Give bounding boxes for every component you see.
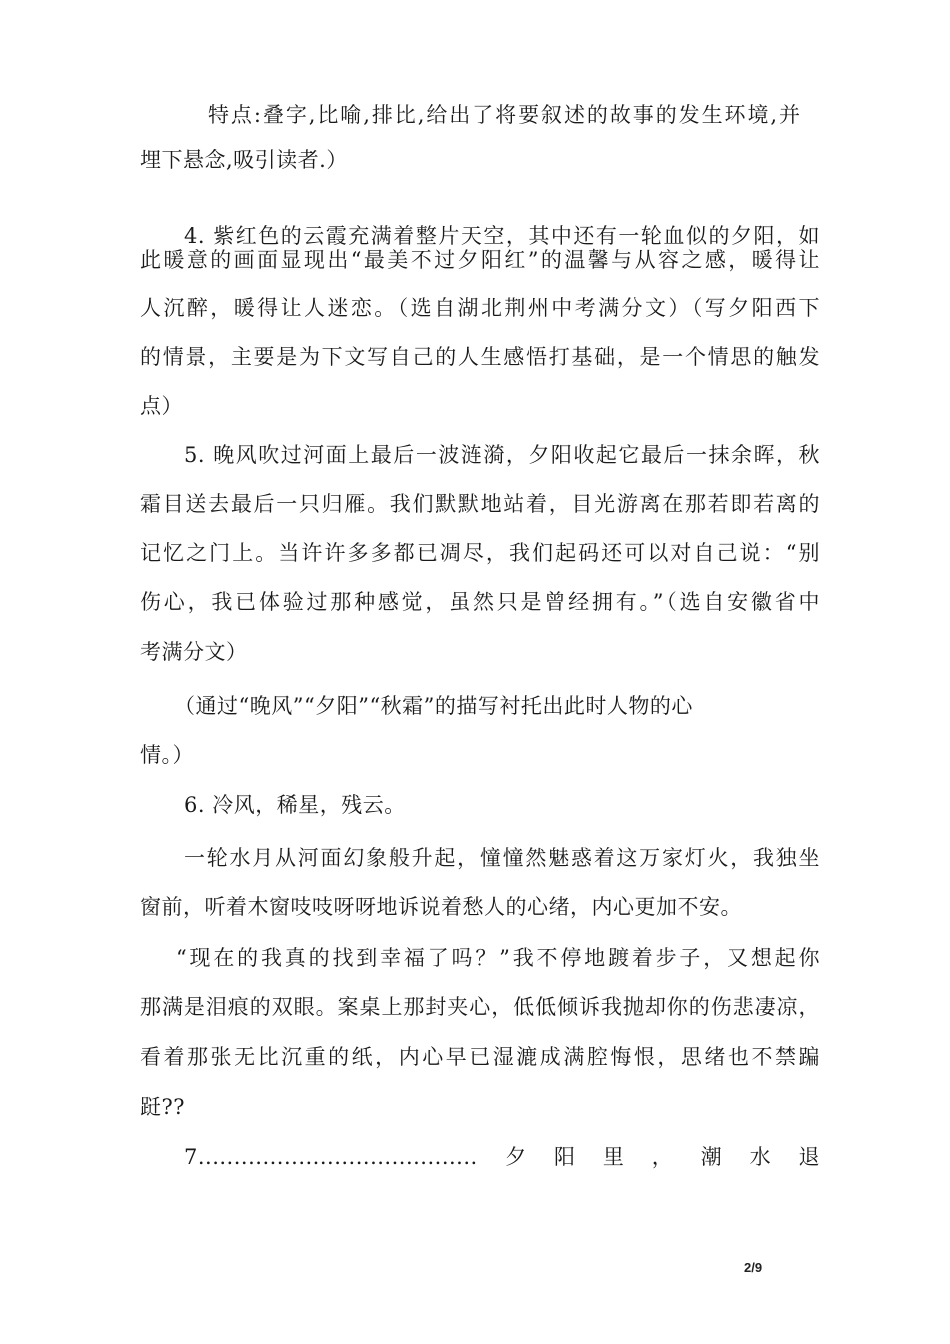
paragraph-line: 看着那张无比沉重的纸，内心早已湿漉成满腔悔恨，思绪也不禁蹁	[140, 1045, 820, 1069]
paragraph-line: 4. 紫红色的云霞充满着整片天空，其中还有一轮血似的夕阳，如	[184, 224, 820, 248]
paragraph-line: 考满分文）	[140, 640, 248, 664]
paragraph-line: “现在的我真的找到幸福了吗？”我不停地踱着步子，又想起你	[176, 946, 820, 970]
page-number: 2/9	[744, 1260, 763, 1275]
paragraph-line: 人沉醉，暖得让人迷恋。（选自湖北荆州中考满分文）（写夕阳西下	[140, 296, 820, 320]
paragraph-line: 此暖意的画面显现出“最美不过夕阳红”的温馨与从容之感，暖得让	[140, 248, 820, 272]
paragraph-line: 伤心，我已体验过那种感觉，虽然只是曾经拥有。”（选自安徽省中	[140, 590, 820, 614]
paragraph-line: 的情景，主要是为下文写自己的人生感悟打基础，是一个情思的触发	[140, 345, 820, 369]
paragraph-line: （通过“晚风”“夕阳”“秋霜”的描写衬托出此时人物的心	[174, 694, 693, 718]
paragraph-line: 情。）	[140, 743, 194, 767]
paragraph-line: 窗前，听着木窗吱吱呀呀地诉说着愁人的心绪，内心更加不安。	[140, 895, 742, 919]
paragraph-line: 记忆之门上。当许许多多都已凋尽，我们起码还可以对自己说：“别	[140, 541, 820, 565]
paragraph-line: 7.......................................夕阳里，潮水退	[184, 1145, 820, 1169]
paragraph-line: 一轮水月从河面幻象般升起，憧憧然魅惑着这万家灯火，我独坐	[184, 846, 820, 870]
paragraph-line: 跹??	[140, 1095, 186, 1119]
paragraph-line: 那满是泪痕的双眼。案桌上那封夹心，低低倾诉我抛却你的伤悲凄凉，	[140, 995, 820, 1019]
paragraph-line: 5. 晚风吹过河面上最后一波涟漪，夕阳收起它最后一抹余晖，秋	[184, 443, 820, 467]
paragraph-line: 埋下悬念,吸引读者.）	[140, 148, 348, 172]
paragraph-line: 6. 冷风，稀星，残云。	[184, 793, 406, 817]
paragraph-line: 特点:叠字,比喻,排比,给出了将要叙述的故事的发生环境,并	[208, 103, 800, 127]
paragraph-line: 霜目送去最后一只归雁。我们默默地站着，目光游离在那若即若离的	[140, 492, 820, 516]
paragraph-line: 点）	[140, 394, 183, 418]
